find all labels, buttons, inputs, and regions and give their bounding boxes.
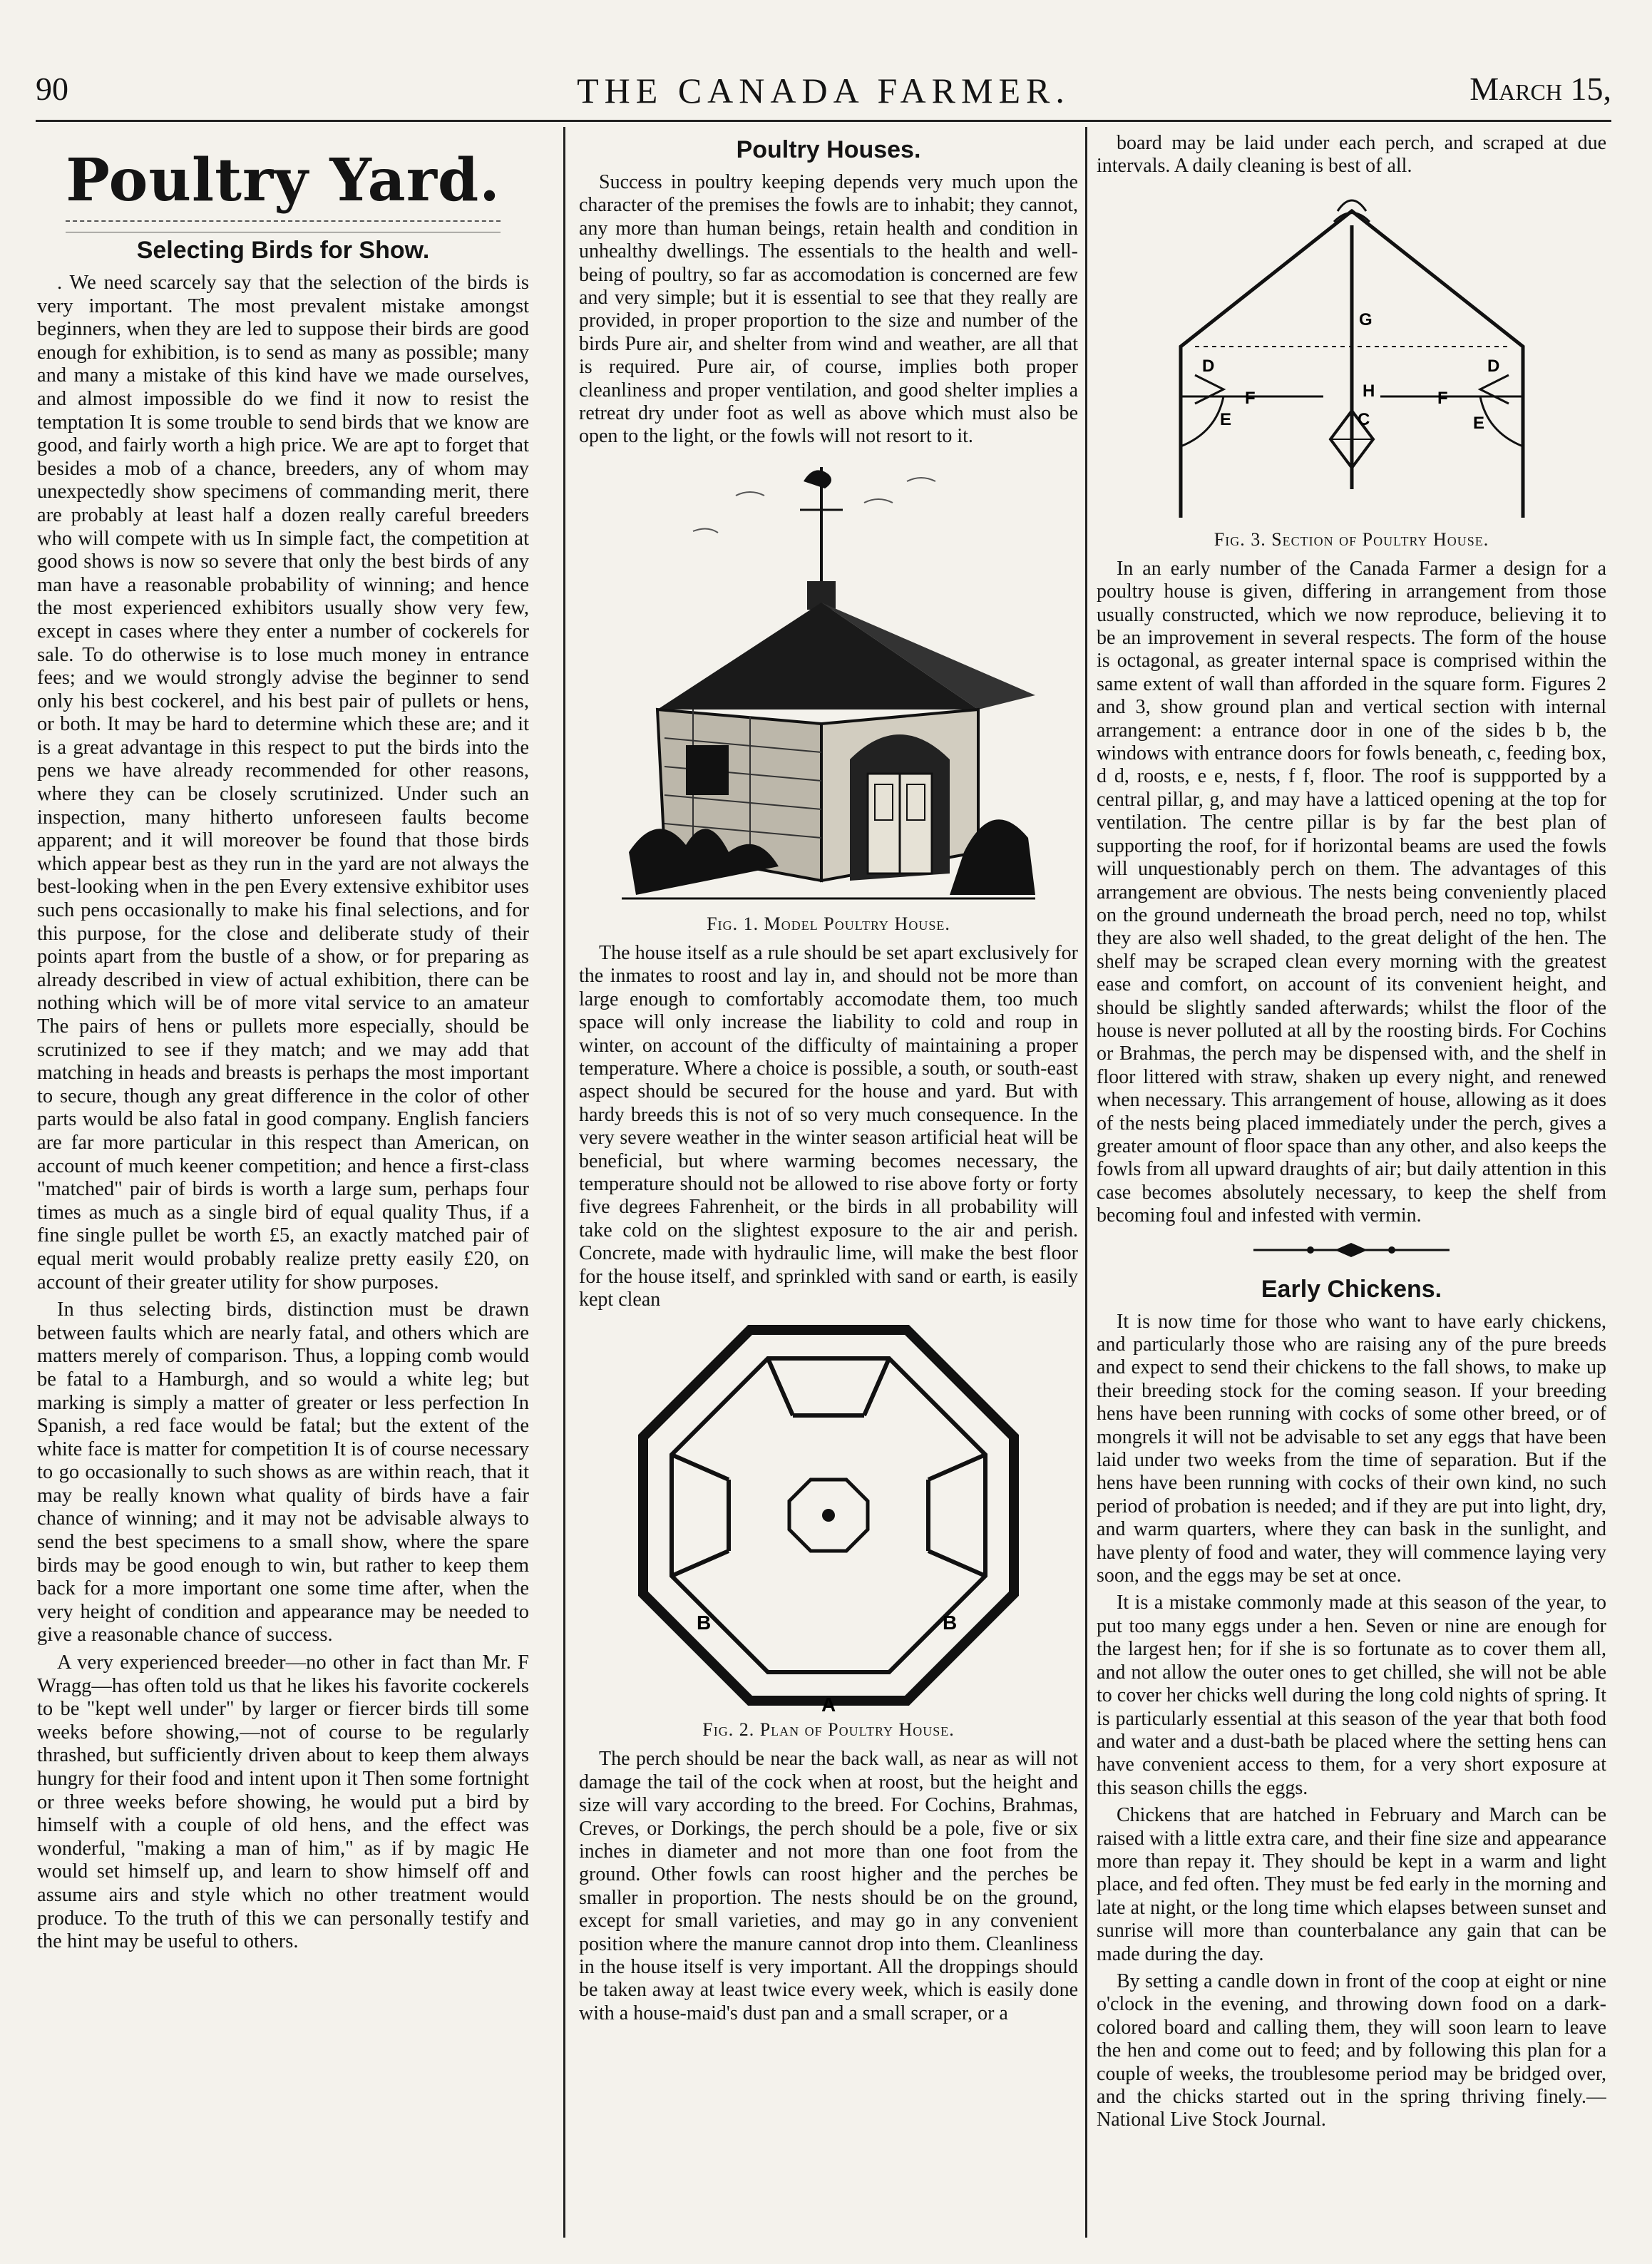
column-3 [1097, 132, 1606, 2239]
section-title: Poultry Yard. [66, 146, 501, 215]
paragraph: Success in poultry keeping depends very much upon the character of the premises the fowls are to inhabit; they cannot, any more than human beings, retain health and condition in unhealthy dwellings. The essentials to the health and well-being of poultry, so far as accomodation is concerned are few and very simple; but it is essential to see that they really are provided, in proper proportion to the size and number of the birds Pure air, and shelter from wind and weather, are all that is required. Pure air, of course, implies both proper cleanliness and proper ventilation, and good shelter implies a retreat dry under foot as well as above which must also be open to the light, or the fowls will not resort to it. [579, 171, 1078, 448]
section-label-d-left: D [1201, 356, 1214, 376]
article-title-early-chickens: Early Chickens. [1261, 1275, 1442, 1303]
ornamental-divider [1097, 1239, 1606, 1261]
newspaper-title: THE CANADA FARMER. [577, 71, 1070, 111]
paragraph: It is a mistake commonly made at this season of the year, to put too many eggs under a hen. Seven or nine are enough for the largest hen; for if she is so fortunate as to cover them all, and not allow the outer ones to get chilled, she will not be able to cover her chicks well during the long cold nights of spring. It is particularly essential at this season of the year that both food and water and a dust-bath be placed where the setting hens can have convenient access to them, for a very short exposure at this season chills the eggs. [1097, 1592, 1606, 1799]
article-title-poultry-houses: Poultry Houses. [736, 136, 921, 163]
section-label-e-left: E [1219, 409, 1231, 429]
section-label-d-right: D [1487, 356, 1499, 376]
paragraph: A very experienced breeder—no other in fact than Mr. F Wragg—has often told us that he likes his favorite cockerels to be "kept well under" by larger or fiercer birds till some weeks before showing,—not of course to be regularly thrashed, but sufficiently driven about to keep them always hungry for their food and intent upon it Then some fortnight or three weeks before showing, he would put a bird by himself with a couple of old hens, and the effect was wonderful, "making a man of him," as if by magic He would set himself up, and learn to show himself off and assume airs and style which no other treatment would produce. To the truth of this we can personally testify and the hint may be useful to others. [37, 1651, 529, 1953]
section-label-c: C [1357, 409, 1370, 429]
column-rule-2 [1085, 127, 1087, 2238]
section-label-h: H [1362, 381, 1375, 401]
section-label-f-right: F [1437, 388, 1448, 408]
paragraph: In an early number of the Canada Farmer a design for a poultry house is given, differing in arrangement from those usually constructed, which we now reproduce, believing it to be an improvement in several respects. The form of the house is octagonal, as greater internal space is comprised within the same extent of wall than afforded in the square form. Figures 2 and 3, show ground plan and vertical section with internal arrangement: a entrance door in one of the sides b b, the windows with entrance doors for fowls beneath, c, feeding box, d d, roosts, e e, nests, f f, floor. The roof is suppported by a central pillar, g, and may have a latticed opening at the top for ventilation. The centre pillar is by far the best plan of supporting the roof, for if horizontal beams are used the fowls will unquestionably perch on them. The advantages of this arrangement are obvious. The nests being conveniently placed on the ground underneath the broad perch, need no top, whilst they are also well shaded, to the great delight of the hen. The shelf may be scraped clean every morning with the greatest ease and comfort, on account of its convenient height, and should be slightly sanded afterwards; whilst the floor of the house is never polluted at all by the roosting birds. For Cochins or Brahmas, the perch may be dispensed with, and the shelf in floor littered with straw, shaken up every night, and renewed when necessary. This arrangement of house, allowing as it does of the nests being placed immediately under the perch, gives a greater amount of floor space than any other, and also keeps the fowls from all upward draughts of air; but daily attention in this case becomes absolutely necessary, to keep the shelf from becoming foul and infested with vermin. [1097, 557, 1606, 1227]
paragraph: It is now time for those who want to have early chickens, and particularly those who are raising any of the pure breeds and expect to send their chickens to the fall shows, to make up their breeding stock for the coming season. If your breeding hens have been running with cocks of some other breed, or of mongrels it will not be advisable to set any eggs that have been laid under two weeks from the time of separation. But if the hens have been running with cocks of their own kind, no such period of probation is needed; and if they are put into light, dry, and warm quarters, where they can bask in the sunlight, and have plenty of food and water, they will commence laying very soon, and the eggs may be set at once. [1097, 1310, 1606, 1587]
page-header [36, 70, 1611, 113]
section-label-f-left: F [1244, 388, 1256, 408]
paragraph: In thus selecting birds, distinction must be drawn between faults which are nearly fatal, and others which are matters merely of comparison. Thus, a lopping comb would be fatal to a Hamburgh, and so would a white leg; but marking is simply a matter of greater or less perfection In Spanish, a red face would be fatal; but the extent of the white face is matter for competition It is of course necessary to go occasionally to such shows as are within reach, that it may be really known what quality of birds have a fair chance of winning; and it may not be advisable always to send the best specimens to a small show, where the spare birds may be good enough to win, but rather to keep them back for a more important one some time after, when the very height of condition and appearance may be needed to give a reasonable chance of success. [37, 1299, 529, 1646]
article-title-selecting-birds: Selecting Birds for Show. [136, 237, 430, 264]
paragraph: . We need scarcely say that the selection of the birds is very important. The most prevalent mistake amongst beginners, when they are led to suppose their birds are good enough for exhibition, is to send as many as possible; many and many a mistake of this kind have we made ourselves, and almost impossible do we find it now to resist the temptation It is some trouble to send birds that we know are good, and fairly worth a high price. We are apt to forget that besides a mob of a chance, breeders, any of whom may unexpectedly show specimens of commanding merit, there are probably at least half a dozen really careful breeders who will compete with us In simple fact, the competition at good shows is now so severe that only the best birds of any man have a reasonable probability of winning; and hence the most experienced exhibitors usually show very few, except in cases where they enter a number of cockerels for sale. To do otherwise is to lose much money in entrance fees; and we would strongly advise the beginner to send only his best cockerel, and his best pair of pullets or hens, or both. It may be hard to determine which these are; and it is a great advantage in this respect to put the birds into the pens we have already recommended for other reasons, where they can be closely scrutinized. Under such an inspection, many hitherto unforeseen faults become apparent; and it will moreover be found that those birds which appear best as they run in the yard are not always the best-looking when in the pen Every extensive exhibitor uses such pens occasionally to make his final selections, and for this purpose, for the close and deliberate study of their points apart from the bustle of a show, or for preparing as already described in view of actual exhibition, there can be nothing which will be of more vital service to an amateur The pairs of hens or pullets more especially, should be scrutinized to see if they match; and we may add that matching in heads and breasts is perhaps the most important to secure, though any great difference in the color of other parts would be also fatal in good company. English fanciers are far more particular in this respect than American, on account of much keener competition; and hence a first-class "matched" pair of birds is worth a large sum, perhaps four times as much as a single bird of equal quality Thus, if a fine single pullet be worth £5, an exactly matched pair of equal merit would probably realize pretty easily £20, on account of their greater utility for show purposes. [37, 272, 529, 1294]
paragraph: The house itself as a rule should be set apart exclusively for the inmates to roost and lay in, and should not be more than large enough to comfortably accomodate them, too much space will only increase the liability to cold and roup in winter, on account of the difficulty of maintaining a proper temperature. Where a choice is possible, a south, or south-east aspect should be secured for the house and yard. But with hardy breeds this is not of so very much consequence. In the very severe weather in the winter season artificial heat will be beneficial, but where warming becomes necessary, the temperature should not be allowed to rise above forty or forty five degrees Fahrenheit, or the birds in all probability will take cold on the slightest exposure to the air and perish. Concrete, made with hydraulic lime, will make the best floor for the house itself, and sprinkled with sand or earth, is easily kept clean [579, 941, 1078, 1311]
section-label-g: G [1358, 309, 1373, 329]
section-label-e-right: E [1472, 413, 1484, 433]
plan-label-b-right: B [943, 1612, 958, 1634]
title-ornament [66, 220, 501, 232]
column-2 [579, 132, 1078, 2239]
figure-1-caption: Fig. 1. Model Poultry House. [707, 913, 950, 934]
column-1 [37, 132, 529, 2239]
page-number: 90 [36, 71, 68, 107]
header-rule [36, 120, 1611, 122]
figure-3-caption: Fig. 3. Section of Poultry House. [1214, 528, 1489, 550]
paragraph: board may be laid under each perch, and scraped at due intervals. A daily cleaning is best of all. [1097, 132, 1606, 178]
poultry-house-plan-diagram [629, 1316, 1028, 1715]
poultry-house-section-diagram [1152, 183, 1551, 525]
plan-label-b-left: B [697, 1612, 712, 1634]
paragraph: By setting a candle down in front of the coop at eight or nine o'clock in the evening, and throwing down food on a dark-colored board and calling them, they will soon learn to leave the hen and come out to feed; and by following this plan for a couple of weeks, the troublesome period may be bridged over, and the chicks started out in the spring thriving finely.—National Live Stock Journal. [1097, 1970, 1606, 2131]
column-rule-1 [563, 127, 565, 2238]
paragraph: The perch should be near the back wall, as near as will not damage the tail of the cock when at roost, but the height and size will vary according to the breed. For Cochins, Brahmas, Creves, or Dorkings, the perch should be a pole, five or six inches in diameter and not more than one foot from the ground. Other fowls can roost higher and the perches be smaller in proportion. The nests should be on the ground, except for small varieties, and may go in any convenient position where the manure cannot drop into them. Cleanliness in the house itself is very important. All the droppings should be taken away at least twice every week, which is easily done with a house-maid's dust pan and a small scraper, or a [579, 1748, 1078, 2024]
figure-2-caption: Fig. 2. Plan of Poultry House. [702, 1719, 955, 1741]
plan-label-a: A [821, 1694, 836, 1716]
issue-date: March 15, [1469, 71, 1611, 107]
paragraph: Chickens that are hatched in February and March can be raised with a little extra care, and their fine size and appearance more than repay it. They should be kept in a warm and light place, and fed often. They must be fed early in the morning and late at night, or the long time which elapses between sunset and sunrise will more than counterbalance any gain that can be made during the day. [1097, 1804, 1606, 1965]
model-poultry-house-illustration [607, 453, 1050, 909]
